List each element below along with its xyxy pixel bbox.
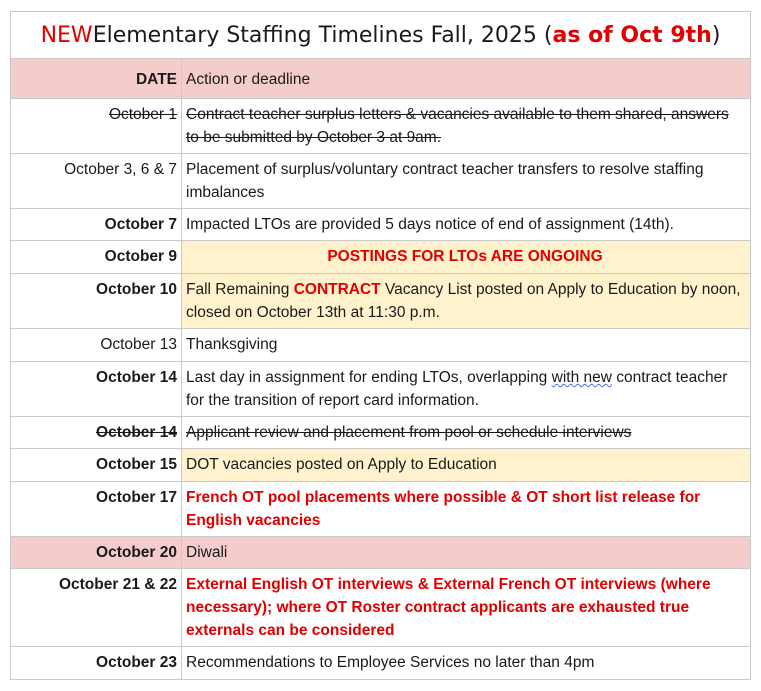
table-row	[10, 449, 751, 482]
table-row	[10, 241, 751, 274]
table-row	[10, 99, 751, 154]
row-date: October 20	[11, 537, 182, 568]
table-row	[10, 274, 751, 329]
row-action: Placement of surplus/voluntary contract teacher transfers to resolve staffing imbalances	[186, 161, 704, 201]
row-date: October 17	[11, 482, 182, 536]
date-header: DATE	[11, 59, 182, 98]
row-action: POSTINGS FOR LTOs ARE ONGOING	[182, 241, 750, 273]
row-action: French OT pool placements where possible & OT short list release for English vacancies	[186, 489, 701, 529]
table-row	[10, 482, 751, 537]
table-row	[10, 569, 751, 647]
row-date: October 21 & 22	[11, 569, 182, 646]
row-action: Diwali	[186, 544, 228, 561]
table-row	[10, 209, 751, 241]
row-date: October 15	[11, 449, 182, 481]
row-action: DOT vacancies posted on Apply to Education	[182, 449, 750, 481]
title-suffix: )	[711, 22, 721, 48]
table-row	[10, 154, 751, 209]
header-row	[10, 59, 751, 99]
table-row	[10, 647, 751, 680]
row-action	[182, 362, 750, 416]
row-date: October 1	[11, 99, 182, 153]
row-action: Recommendations to Employee Services no later than 4pm	[186, 654, 595, 671]
action-text: Vacancy List posted on Apply to Education by noon, closed on October 13th at 11:30 p.m.	[186, 281, 741, 321]
row-date: October 13	[11, 329, 182, 361]
page-title	[10, 11, 751, 59]
row-date: October 3, 6 & 7	[11, 154, 182, 208]
row-action: Impacted LTOs are provided 5 days notice of end of assignment (14th).	[186, 216, 674, 233]
action-header: Action or deadline	[186, 71, 311, 88]
action-text: contract teacher for the transition of report card information.	[186, 369, 728, 409]
row-date: October 14	[11, 362, 182, 416]
staffing-timeline-table	[10, 11, 751, 680]
table-row	[10, 537, 751, 569]
row-action: External English OT interviews & External French OT interviews (where necessary); where OT Roster contract applicants are exhausted true externals can be considered	[186, 576, 711, 639]
contract-emphasis: CONTRACT	[293, 281, 381, 298]
row-date: October 7	[11, 209, 182, 240]
row-action: Contract teacher surplus letters & vacancies available to them shared, answers to be submitted by October 3 at 9am.	[186, 106, 729, 146]
title-main: Elementary Staffing Timelines Fall, 2025 (	[92, 22, 553, 48]
row-date: October 9	[11, 241, 182, 273]
row-action	[182, 274, 750, 328]
table-row	[10, 417, 751, 449]
title-as-of: as of Oct 9th	[552, 22, 712, 48]
table-row	[10, 329, 751, 362]
title-new-label: NEW	[40, 22, 93, 48]
row-action: Thanksgiving	[186, 336, 278, 353]
row-date: October 14	[11, 417, 182, 448]
row-date: October 10	[11, 274, 182, 328]
row-action: Applicant review and placement from pool or schedule interviews	[186, 424, 632, 441]
action-text: Last day in assignment for ending LTOs, overlapping	[186, 369, 552, 386]
action-text: Fall Remaining	[186, 281, 294, 298]
spellcheck-text: with new	[551, 369, 612, 386]
row-date: October 23	[11, 647, 182, 679]
table-row	[10, 362, 751, 417]
